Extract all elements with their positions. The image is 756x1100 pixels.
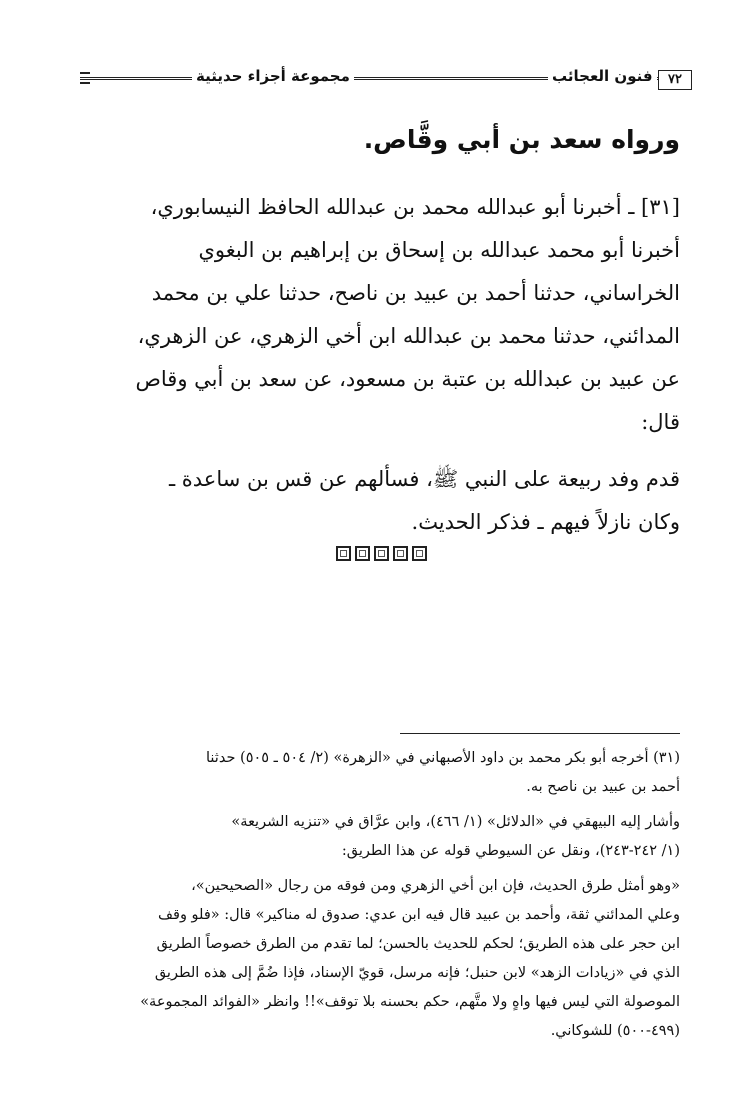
- ornament-square: [393, 546, 408, 561]
- footnote-line: أحمد بن عبيد بن ناصح به.: [526, 779, 680, 795]
- text-line: قال:: [641, 410, 680, 434]
- footnote-references: [80, 808, 680, 866]
- hadith-matn: [90, 458, 680, 544]
- section-heading: ورواه سعد بن أبي وقَّاص.: [363, 125, 680, 154]
- header-end-mark-left: [80, 72, 90, 84]
- footnote-line: الموصولة التي ليس فيها واهٍ ولا متَّهم، حكم بحسنه بلا توقف»!! وانظر «الفوائد المجموعة»: [140, 994, 680, 1010]
- footnote-line: (٣١) أخرجه أبو بكر محمد بن داود الأصبهاني في «الزهرة» (٢/ ٥٠٤ ـ ٥٠٥) حدثنا: [206, 750, 680, 766]
- footnote-quote: [80, 872, 680, 1046]
- ornament-square: [336, 546, 351, 561]
- ornament-square: [374, 546, 389, 561]
- text-line: المدائني، حدثنا محمد بن عبدالله ابن أخي الزهري، عن الزهري،: [137, 324, 680, 348]
- footnote-line: (٤٩٩-٥٠٠) للشوكاني.: [550, 1023, 680, 1039]
- hadith-isnad: [90, 186, 680, 444]
- footnotes: [80, 744, 680, 1052]
- ornament-square: [412, 546, 427, 561]
- running-header: [80, 64, 684, 94]
- main-text: [90, 118, 680, 550]
- ornament-square: [355, 546, 370, 561]
- text-line: الخراساني، حدثنا أحمد بن عبيد بن ناصح، حدثنا علي بن محمد: [151, 281, 680, 305]
- book-title: فنون العجائب: [548, 67, 657, 85]
- text-line: أخبرنا أبو محمد عبدالله بن إسحاق بن إبراهيم بن البغوي: [198, 238, 680, 262]
- text-line: عن عبيد بن عبدالله بن عتبة بن مسعود، عن سعد بن أبي وقاص: [135, 367, 680, 391]
- text-line: [٣١] ـ أخبرنا أبو عبدالله محمد بن عبدالله الحافظ النيسابوري،: [150, 195, 680, 219]
- footnote-31: [80, 744, 680, 802]
- footnote-line: (١/ ٢٤٢-٢٤٣)، ونقل عن السيوطي قوله عن هذا الطريق:: [341, 843, 680, 859]
- footnote-line: وأشار إليه البيهقي في «الدلائل» (١/ ٤٦٦)، وابن عرَّاق في «تنزيه الشريعة»: [231, 814, 680, 830]
- footnote-line: الذي في «زيادات الزهد» لابن حنبل؛ فإنه مرسل، قويّ الإسناد، فإذا ضُمَّ إلى هذه الطريق: [154, 965, 680, 981]
- page-number: ٧٢: [658, 70, 692, 90]
- footnote-line: ابن حجر على هذه الطريق؛ لحكم للحديث بالحسن؛ لما تقدم من الطرق خصوصاً الطريق: [156, 936, 680, 952]
- text-line: قدم وفد ربيعة على النبي ﷺ، فسألهم عن قس بن ساعدة ـ: [168, 467, 680, 491]
- footnote-line: وعلي المدائني ثقة، وأحمد بن عبيد قال فيه ابن عدي: صدوق له مناكير» قال: «فلو وقف: [158, 907, 680, 923]
- footnote-line: «وهو أمثل طرق الحديث، فإن ابن أخي الزهري ومن فوقه من رجال «الصحيحين»،: [191, 878, 680, 894]
- text-line: وكان نازلاً فيهم ـ فذكر الحديث.: [411, 510, 680, 534]
- series-title: مجموعة أجزاء حديثية: [192, 67, 354, 85]
- footnote-separator: [400, 733, 680, 734]
- section-divider-ornament: [336, 546, 436, 564]
